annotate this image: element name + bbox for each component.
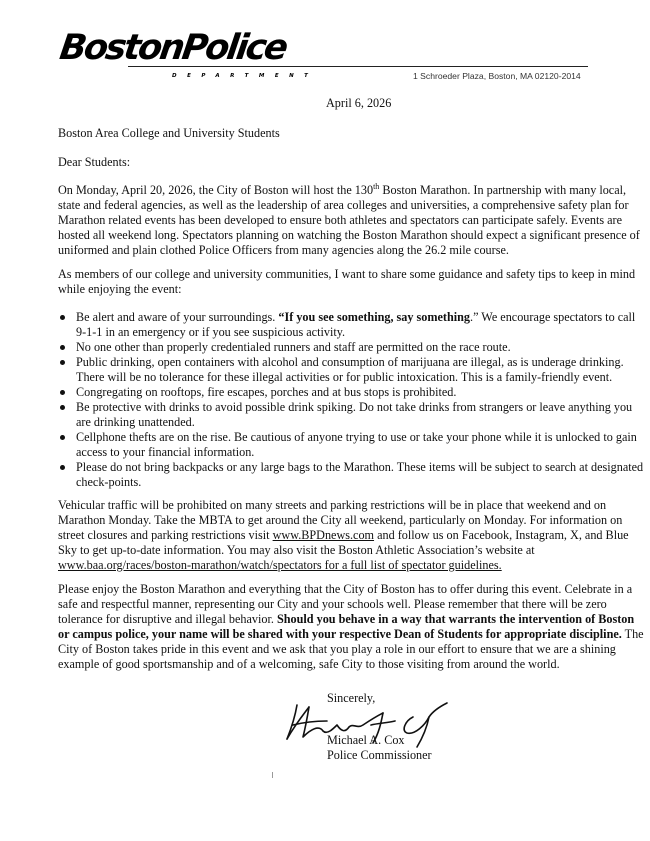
boston-police-logo: BostonPolice (57, 28, 289, 68)
signer-title: Police Commissioner (327, 748, 432, 762)
list-item: Public drinking, open containers with alcohol and consumption of marijuana are illegal, as is underage drinking. There will be no tolerance for these illegal activities or for public intoxication. This is a family-friendly event. (58, 355, 648, 385)
paragraph-guidance: As members of our college and university communities, I want to share some guidance and safety tips to keep in mind while enjoying the event: (58, 267, 636, 296)
letter-date: April 6, 2026 (326, 96, 392, 110)
closing: Sincerely, (327, 691, 376, 705)
list-item: Cellphone thefts are on the rise. Be cautious of anyone trying to use or take your phone while it is unlocked to gain access to your financial information. (58, 430, 648, 460)
list-item: Congregating on rooftops, fire escapes, porches and at bus stops is prohibited. (58, 385, 648, 400)
p1-text-b: Boston Marathon. In partnership with many local, state and federal agencies, as well as the leadership of area colleges and universities, a comprehensive safety plan for Marathon related events has been developed to ensure both athletes and spectators can participate safely. Events are hosted all weekend long. Spectators planning on watching the Boston Marathon should expect a significant presence of uniformed and plain clothed Police Officers from many agencies along the 26.2 mile course. (58, 183, 640, 257)
paragraph-traffic (58, 498, 648, 573)
paragraph-intro (58, 183, 648, 258)
p4-text-a: Please enjoy the Boston Marathon and everything that the City of Boston has to offer during this event. Celebrate in a safe and respectful manner, representing our City and your schools well. Please remember that there will be zero tolerance for disruptive and illegal behavior. (58, 582, 633, 626)
recipient: Boston Area College and University Students (58, 126, 280, 140)
list-item: Be protective with drinks to avoid possible drink spiking. Do not take drinks from strangers or leave anything you are drinking unattended. (58, 400, 648, 430)
bullet1-text-a: Be alert and aware of your surroundings. (76, 310, 279, 324)
bullet1-text-b: .” We encourage spectators to call 9-1-1 in an emergency or if you see suspicious activity. (76, 310, 636, 339)
letterhead-address: 1 Schroeder Plaza, Boston, MA 02120-2014 (413, 71, 581, 81)
bpdnews-link[interactable]: www.BPDnews.com (272, 528, 375, 542)
p1-superscript: th (373, 181, 380, 191)
paragraph-conduct (58, 582, 648, 672)
list-item: Please do not bring backpacks or any large bags to the Marathon. These items will be subject to search at designated check-points. (58, 460, 648, 490)
p4-bold-warning: Should you behave in a way that warrants the intervention of Boston or campus police, your name will be shared with your respective Dean of Students for appropriate discipline. (58, 612, 635, 641)
salutation: Dear Students: (58, 155, 131, 169)
list-item (58, 310, 648, 340)
signer-name: Michael A. Cox (327, 733, 405, 747)
department-label: DEPARTMENT (172, 73, 319, 79)
letterhead (0, 0, 650, 90)
p4-text-b: The City of Boston takes pride in this event and we ask that you play a role in our effort to ensure that we are a shining example of good sportsmanship and of a welcoming, safe City to those visiting from around the world. (58, 627, 644, 671)
safety-tips-list (58, 310, 648, 490)
bullet1-bold: “If you see something, say something (278, 310, 471, 324)
p1-text-a: On Monday, April 20, 2026, the City of Boston will host the 130 (58, 183, 374, 197)
letterhead-rule (128, 66, 588, 67)
list-item: No one other than properly credentialed runners and staff are permitted on the race route. (58, 340, 648, 355)
page-mark (272, 772, 273, 778)
p3-text-a: Vehicular traffic will be prohibited on many streets and parking restrictions will be in place that weekend and on Marathon Monday. Take the MBTA to get around the City all weekend, particularly on Monday. For information on street closures and parking restrictions visit (58, 498, 623, 542)
baa-guidelines-link[interactable]: www.baa.org/races/boston-marathon/watch/spectators for a full list of spectator guidelines. (58, 558, 502, 572)
p3-text-b: and follow us on Facebook, Instagram, X, and Blue Sky to get up-to-date information. You may also visit the Boston Athletic Association’s website at (58, 528, 629, 557)
